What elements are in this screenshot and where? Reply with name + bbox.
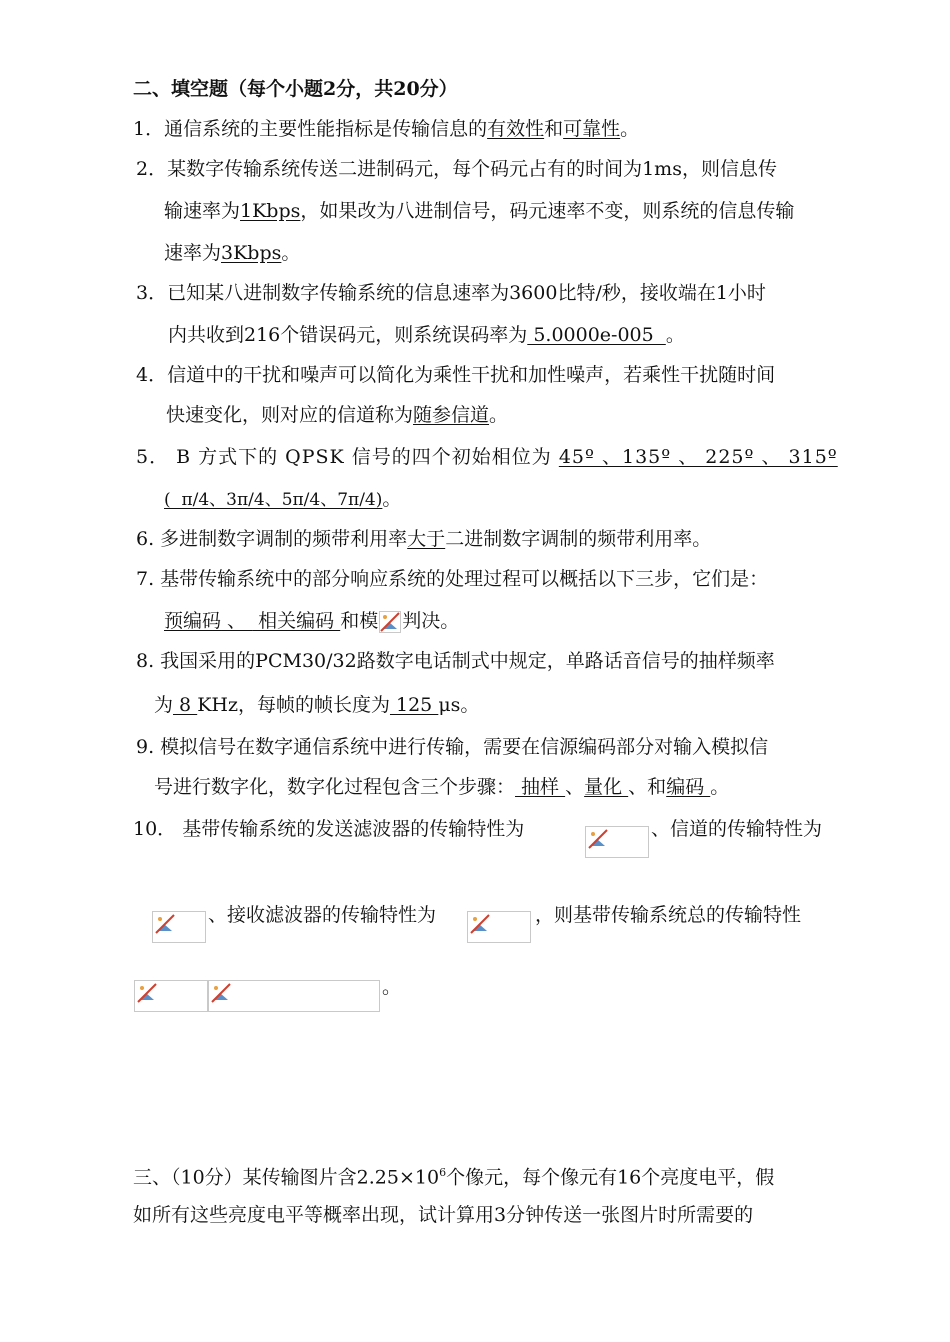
- q8-answer-1: 8: [173, 694, 198, 716]
- q7-text-mid: 和模: [340, 610, 379, 632]
- q9-sep-1: 、: [565, 776, 585, 798]
- q2-text: 输速率为: [164, 200, 241, 222]
- question-1: [133, 116, 639, 142]
- q7-answer-2: 相关编码: [252, 610, 341, 632]
- q9-sep-2: 、和: [628, 776, 667, 798]
- broken-image-icon: [137, 983, 157, 1003]
- question-2-line-2: [164, 198, 794, 224]
- question-6: [136, 526, 711, 552]
- q1-answer-1: 有效性: [487, 118, 545, 140]
- q9-text-end: 。: [710, 776, 730, 798]
- q6-answer: 大于: [407, 528, 446, 550]
- question-9-line-1: 9. 模拟信号在数字通信系统中进行传输，需要在信源编码部分对输入模拟信: [136, 736, 769, 758]
- q8-text: 为: [154, 694, 174, 716]
- q1-text-end: 。: [620, 118, 640, 140]
- question-5-line-1: [136, 444, 838, 470]
- q9-answer-2: 量化: [584, 776, 629, 798]
- sec3-text: 三、（10分）某传输图片含2.25×10: [133, 1166, 440, 1189]
- question-2-line-1: 2．某数字传输系统传送二进制码元，每个码元占有的时间为1ms，则信息传: [136, 158, 777, 180]
- q9-answer-1: 抽样: [515, 776, 566, 798]
- broken-image-icon: [380, 612, 400, 632]
- question-3-line-2: [168, 322, 685, 348]
- q3-answer: 5.0000e-005: [527, 324, 666, 346]
- question-7-line-2: [164, 608, 459, 634]
- formula-image-transmit-filter: [585, 826, 649, 858]
- q7-answer-1: 预编码: [164, 610, 222, 632]
- q1-text-mid: 和: [544, 118, 564, 140]
- q5-text-end: 。: [382, 488, 402, 510]
- q9-text: 号进行数字化，数字化过程包含三个步骤：: [154, 776, 516, 798]
- sec3-text-post: 个像元，每个像元有16个亮度电平，假: [446, 1166, 775, 1189]
- q5-answer-radians: ( π/4、3π/4、5π/4、7π/4): [164, 490, 383, 510]
- q5-text: 5． B 方式下的 QPSK 信号的四个初始相位为: [136, 446, 559, 468]
- q2-text-mid: ，如果改为八进制信号，码元速率不变，则系统的信息传输: [300, 200, 795, 222]
- q4-text-end: 。: [489, 404, 509, 426]
- formula-image-total-lhs: [134, 980, 208, 1012]
- section-3-line-2: 如所有这些亮度电平等概率出现，试计算用3分钟传送一张图片时所需要的: [133, 1204, 754, 1226]
- question-10-line-2-end: ，则基带传输系统总的传输特性: [535, 904, 802, 926]
- q2-text-3: 速率为: [164, 242, 222, 264]
- question-2-line-3: [164, 240, 300, 266]
- section-2-heading: 二、填空题（每个小题2分，共20分）: [133, 78, 458, 100]
- q8-text-mid: KHz，每帧的帧长度为: [197, 694, 390, 716]
- sec3-exponent: 6: [439, 1166, 447, 1179]
- broken-image-icon: [470, 914, 490, 934]
- broken-image-icon: [588, 829, 608, 849]
- q6-text: 6. 多进制数字调制的频带利用率: [136, 528, 408, 550]
- q7-text-end: 判决。: [402, 610, 460, 632]
- q1-answer-2: 可靠性: [563, 118, 621, 140]
- question-5-line-2: [164, 486, 401, 513]
- q2-text-end: 。: [281, 242, 301, 264]
- section-3-line-1: [133, 1160, 774, 1190]
- q8-text-end: μs。: [438, 694, 480, 716]
- q8-answer-2: 125: [389, 694, 439, 716]
- broken-image-icon: [211, 983, 231, 1003]
- formula-image-channel: [152, 911, 206, 943]
- q2-answer-2: 3Kbps: [221, 242, 282, 264]
- question-9-line-2: [154, 774, 729, 800]
- q1-text: 1．通信系统的主要性能指标是传输信息的: [133, 118, 488, 140]
- formula-image-receive-filter: [467, 911, 531, 943]
- question-10-line-2-mid: 、接收滤波器的传输特性为: [208, 904, 437, 926]
- q4-text: 快速变化，则对应的信道称为: [166, 404, 414, 426]
- q3-text-end: 。: [665, 324, 685, 346]
- question-4-line-2: [166, 402, 508, 428]
- formula-image-total-rhs: [208, 980, 380, 1012]
- question-10-line-1-post: 、信道的传输特性为: [651, 818, 823, 840]
- q2-answer-1: 1Kbps: [240, 200, 301, 222]
- q3-text: 内共收到216个错误码元，则系统误码率为: [168, 324, 528, 346]
- question-3-line-1: 3．已知某八进制数字传输系统的信息速率为3600比特/秒，接收端在1小时: [136, 282, 766, 304]
- broken-image-icon: [155, 914, 175, 934]
- question-8-line-1: 8. 我国采用的PCM30/32路数字电话制式中规定，单路话音信号的抽样频率: [136, 650, 775, 672]
- q7-sep: 、: [221, 610, 253, 632]
- question-4-line-1: 4．信道中的干扰和噪声可以简化为乘性干扰和加性噪声，若乘性干扰随时间: [136, 364, 776, 386]
- q9-answer-3: 编码: [666, 776, 711, 798]
- broken-image-icon: [379, 611, 401, 633]
- q5-answer-degrees: 45º 、135º 、 225º 、 315º: [558, 446, 838, 468]
- question-7-line-1: 7. 基带传输系统中的部分响应系统的处理过程可以概括以下三步，它们是：: [136, 568, 769, 590]
- q6-text-end: 二进制数字调制的频带利用率。: [445, 528, 712, 550]
- question-10-line-3-end: 。: [382, 976, 402, 998]
- q4-answer: 随参信道: [413, 404, 490, 426]
- question-10-line-1-text: 10． 基带传输系统的发送滤波器的传输特性为: [133, 818, 525, 840]
- question-8-line-2: [154, 692, 479, 718]
